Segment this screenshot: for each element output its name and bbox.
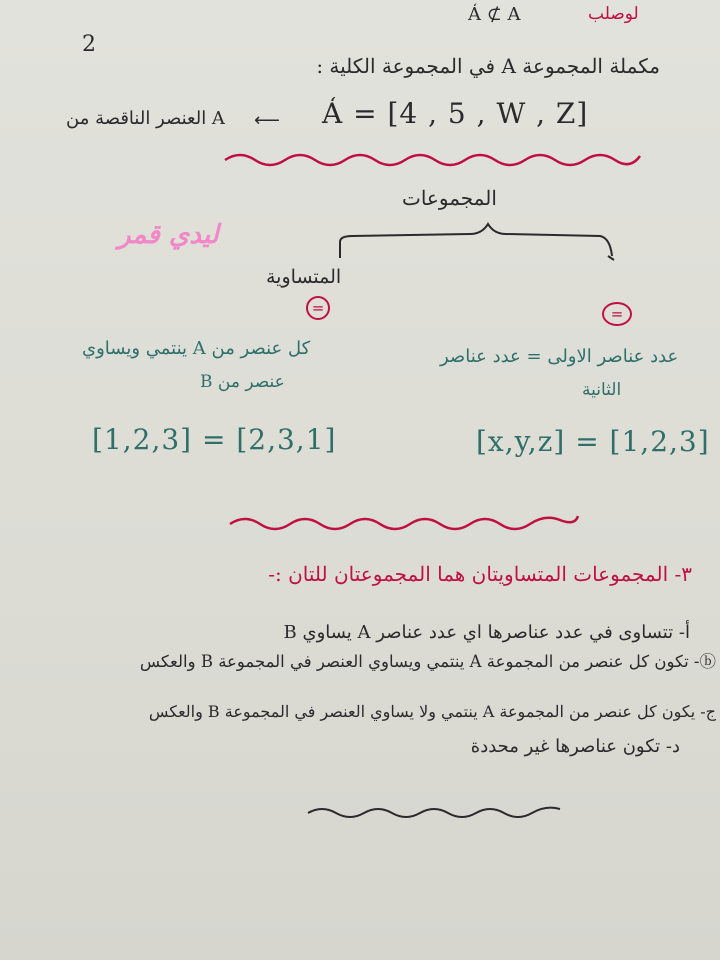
divider-wave-red-2 xyxy=(0,500,720,540)
complement-definition: مكملة المجموعة A في المجموعة الكلية : xyxy=(316,54,660,78)
page-number: 2 xyxy=(82,32,96,57)
option-c: ج- يكون كل عنصر من المجموعة A ينتمي ولا يساوي العنصر في المجموعة B والعكس xyxy=(148,702,716,721)
option-b: ⓑ- تكون كل عنصر من المجموعة A ينتمي ويساوي العنصر في المجموعة B والعكس xyxy=(139,652,716,671)
equal-symbol-left-icon: = xyxy=(306,296,330,320)
complement-missing-elements: A العنصر الناقصة من xyxy=(66,108,225,129)
equal-sets-label: المتساوية xyxy=(266,266,342,288)
divider-wave-pencil xyxy=(0,795,720,835)
header-expression: A̒ ⊄ A xyxy=(468,4,521,25)
option-d: د- تكون عناصرها غير محددة xyxy=(470,736,680,757)
sets-title: المجموعات xyxy=(402,186,497,210)
divider-wave-red-1 xyxy=(0,140,720,180)
sets-brace xyxy=(0,210,720,270)
watermark-name: ليدي قمر xyxy=(118,220,219,250)
option-a: أ- تتساوى في عدد عناصرها اي عدد عناصر A يساوي B xyxy=(283,622,690,643)
equal-sets-example: [1,2,3] = [2,3,1] xyxy=(92,423,337,456)
header-subject: لوصلب xyxy=(588,4,639,24)
question-title: ٣- المجموعات المتساويتان هما المجموعتان للتان :- xyxy=(268,562,692,586)
arrow-icon: ⟵ xyxy=(254,110,280,131)
equal-sets-desc-1: كل عنصر من A ينتمي ويساوي xyxy=(82,338,311,359)
equal-symbol-right-icon: = xyxy=(602,302,632,326)
equivalent-sets-example: [x,y,z] = [1,2,3] xyxy=(476,425,710,458)
equivalent-sets-desc-2: الثانية xyxy=(582,380,622,400)
complement-set: A̒ = [4 , 5 , W , Z] xyxy=(322,97,589,130)
equal-sets-desc-2: عنصر من B xyxy=(200,372,285,392)
equivalent-sets-desc-1: عدد عناصر الاولى = عدد عناصر xyxy=(440,346,679,367)
